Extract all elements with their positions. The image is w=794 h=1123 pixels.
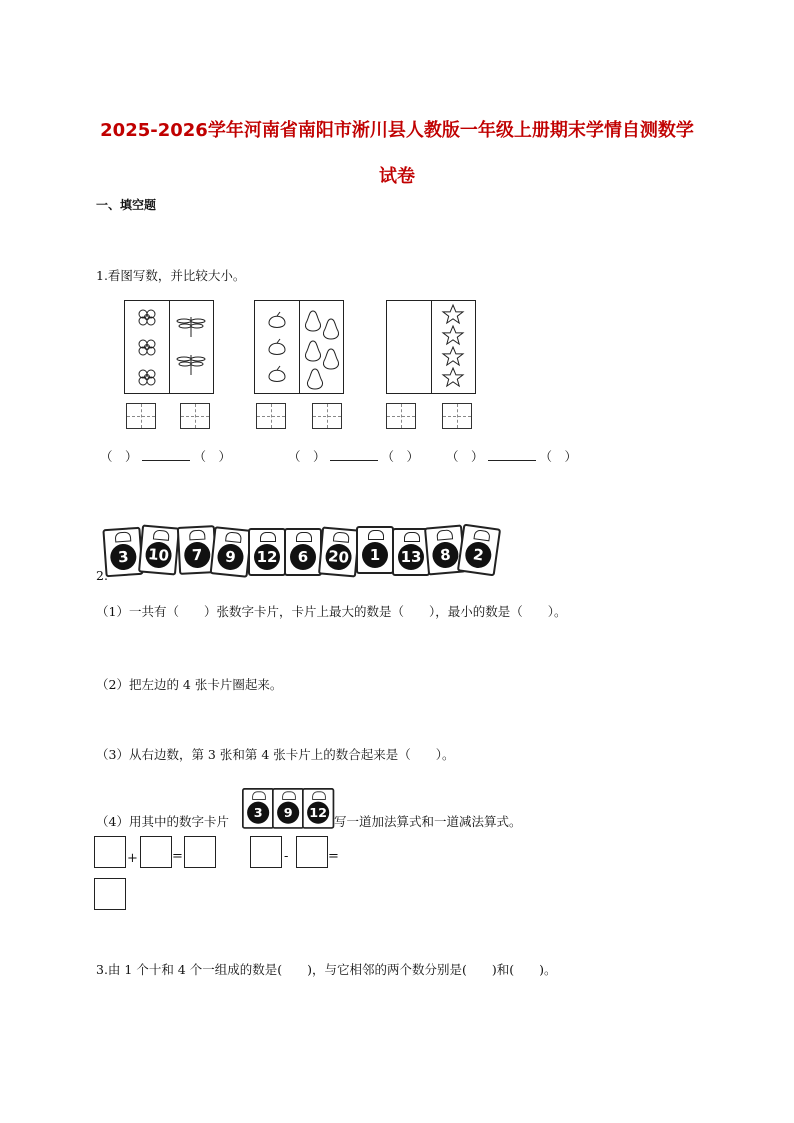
card-number: 8 [431,541,459,569]
answer-grid[interactable] [312,403,342,429]
difference-box[interactable] [94,878,126,910]
compare-blank[interactable]: （ ） [100,449,138,464]
compare-row-3 [446,447,577,465]
compare-line[interactable] [330,450,378,461]
q2-number: 2. [96,568,108,583]
card-number: 2 [464,540,493,569]
flower-dragonfly-icons [125,301,213,393]
q2-sub4-post: 写一道加法算式和一道减法算式。 [334,814,522,829]
q2-sub1: （1）一共有（ ）张数字卡片，卡片上最大的数是（ ），最小的数是（ ）。 [96,604,567,619]
page-title [60,108,734,200]
answer-grid[interactable] [442,403,472,429]
number-card[interactable] [242,788,274,829]
compare-blank[interactable]: （ ） [381,449,420,464]
compare-blank[interactable]: （ ） [193,449,232,464]
addend-box[interactable] [94,836,126,868]
number-card[interactable] [457,524,501,577]
number-card[interactable] [272,788,304,829]
q1-prompt: 1.看图写数，并比较大小。 [96,268,246,283]
picture-box-flowers-dragonflies [124,300,214,394]
compare-line[interactable] [488,450,536,461]
card-number: 12 [254,544,280,570]
card-number: 12 [307,802,329,824]
minus-sign: - [284,849,289,864]
card-number: 6 [290,544,316,570]
card-number: 9 [216,543,245,572]
card-number: 7 [184,541,211,568]
number-card[interactable] [302,788,334,829]
peach-pear-icons [255,301,343,393]
compare-line[interactable] [142,450,190,461]
compare-blank[interactable]: （ ） [446,449,484,464]
q2-sub4-pre: （4）用其中的数字卡片 [96,814,229,829]
compare-blank[interactable]: （ ） [539,449,578,464]
answer-grid[interactable] [180,403,210,429]
equals-sign: = [328,849,339,864]
number-card[interactable] [210,526,253,578]
picture-box-peaches-pears [254,300,344,394]
card-number: 20 [324,543,352,571]
picture-box-empty-stars [386,300,476,394]
answer-grid[interactable] [386,403,416,429]
compare-blank[interactable]: （ ） [288,449,326,464]
card-number: 3 [109,543,137,571]
card-number: 10 [144,541,172,569]
number-card[interactable] [284,528,322,576]
section-heading: 一、填空题 [96,198,157,212]
plus-sign: + [127,851,138,866]
minuend-box[interactable] [250,836,282,868]
q3-prompt: 3.由 1 个十和 4 个一组成的数是( )，与它相邻的两个数分别是( )和( )。 [96,962,557,977]
title-line-1: 2025-2026学年河南省南阳市淅川县人教版一年级上册期末学情自测数学 [100,120,694,141]
q2-sub3: （3）从右边数，第 3 张和第 4 张卡片上的数合起来是（ ）。 [96,747,455,762]
card-number: 13 [398,544,424,570]
compare-row-2 [288,447,419,465]
number-card[interactable] [356,526,394,574]
addend-box[interactable] [140,836,172,868]
subtrahend-box[interactable] [296,836,328,868]
sum-box[interactable] [184,836,216,868]
q2-sub2: （2）把左边的 4 张卡片圈起来。 [96,677,283,692]
compare-row-1 [100,447,231,465]
answer-grid[interactable] [126,403,156,429]
number-card[interactable] [248,528,286,576]
card-number: 1 [362,542,388,568]
title-line-2: 试卷 [379,166,415,187]
answer-grid[interactable] [256,403,286,429]
card-number: 9 [277,802,299,824]
number-card[interactable] [138,524,180,575]
card-number: 3 [247,802,269,824]
q2-sub4-cards [242,788,338,828]
equals-sign: = [172,849,183,864]
star-icons [387,301,475,393]
number-card[interactable] [318,526,360,577]
